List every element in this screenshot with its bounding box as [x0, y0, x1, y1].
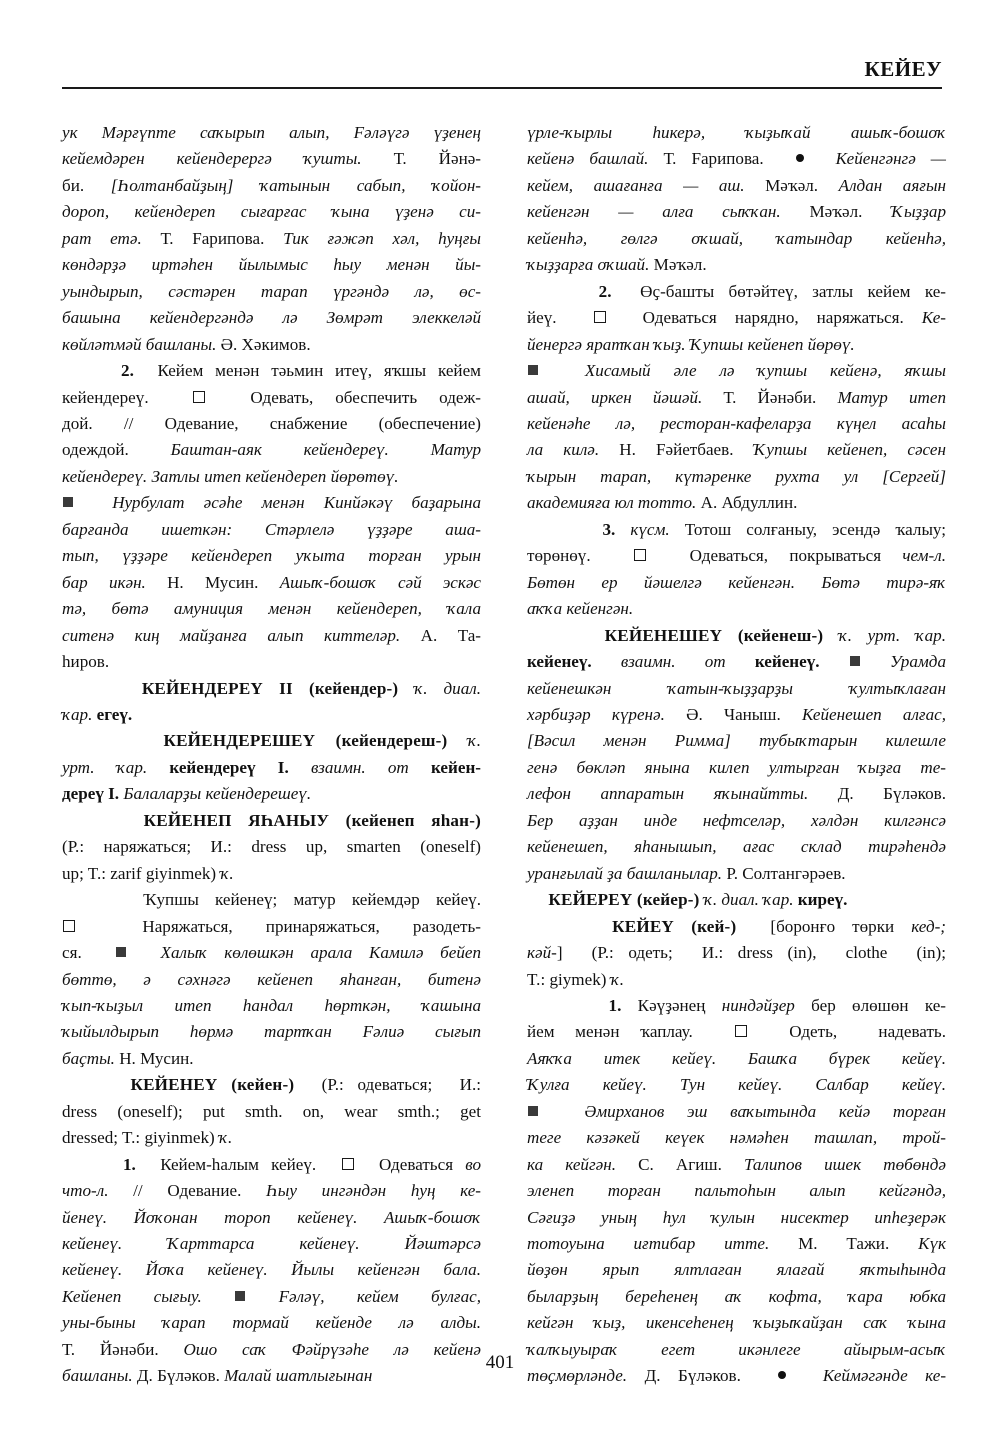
example-text: взаимн. от [310, 757, 431, 777]
example-text: йенергә яратҡан ҡыҙ. Ҡупшы кейенеп йөрөү. [527, 334, 855, 354]
text-line [527, 517, 946, 543]
example-text: уындырып, сәстәрен тарап үргәндә лә, өс- [62, 281, 481, 301]
text-line [62, 570, 481, 596]
example-text: лефон аппаратын яҡынайтты. [527, 784, 838, 804]
example-text: барғанда ишеткән: Стәрлелә үҙҙәре аша- [62, 519, 481, 539]
body-text: ся. [62, 943, 116, 963]
quote-marker-icon [63, 497, 73, 507]
text-line [62, 596, 481, 622]
example-text: башына кейендергәндә лә Зөмрәт элеккеләй [62, 308, 481, 328]
example-text: академияға юл тотто. [527, 493, 701, 513]
text-line [527, 1178, 946, 1204]
example-text: дороп, кейендереп сығарғас ҡына үҙенә си- [62, 202, 481, 222]
body-text: Д. Бүләков. [837, 784, 946, 804]
text-line [62, 226, 481, 252]
example-text: кейенешкән ҡатын-ҡыҙҙарҙы ҡултыҡлаған [527, 678, 946, 698]
example-text: кейенә башлай. [527, 149, 664, 169]
body-text: // Одевание. [133, 1181, 267, 1201]
text-line [62, 861, 481, 887]
text-line [527, 967, 946, 993]
running-head [62, 56, 942, 100]
example-text: уны-быны ҡарап тормай кейенде лә алды. [62, 1313, 481, 1333]
body-text: (Р.: одеваться; И.: [294, 1075, 481, 1095]
headword: КЕЙЕНЕҮ (кейен-) [130, 1075, 295, 1095]
example-text: Һыу ингәндән һуң ке- [266, 1181, 481, 1201]
body-text: Одеваться [354, 1154, 466, 1174]
text-line [527, 1284, 946, 1310]
text-line [527, 887, 946, 913]
example-text: Бер аҙҙан инде нефтселәр, хәлдән килгәнсә [527, 810, 946, 830]
text-line [527, 120, 946, 146]
example-text: Нурбулат әсәһе менән Кинйәкәү баҙарына [74, 493, 481, 513]
body-text [527, 890, 548, 909]
text-line [62, 120, 481, 146]
example-text: ҡ. урт. ҡар. [823, 625, 946, 645]
body-text: төрөнөү. [527, 546, 634, 566]
translation-marker-icon [193, 391, 205, 403]
text-line [62, 437, 481, 463]
text-line [62, 1046, 481, 1072]
translation-marker-icon [634, 549, 646, 561]
body-text: би. [62, 175, 111, 195]
body-text [527, 917, 612, 936]
example-text: Балаларҙы кейендерешеү. [123, 784, 312, 804]
body-text: T.: giymek) [527, 969, 611, 989]
body-text: ] (Р.: одеть; И.: dress (in), clothe (in); [556, 943, 946, 963]
body-text: Одевать, обеспечить одеж- [206, 387, 481, 407]
example-text: хәрбиҙәр күренә. [527, 704, 687, 724]
text-line [527, 1072, 946, 1098]
text-line [62, 887, 481, 913]
text-line [62, 1310, 481, 1336]
example-text: Матур итеп [837, 387, 946, 407]
example-text: кейенеү. Ҡарттарса кейенеү. Йәштәрсә [62, 1234, 481, 1254]
text-line [527, 914, 946, 940]
text-line [62, 543, 481, 569]
body-text: Т. Йәнә- [393, 149, 481, 169]
example-text: төҫмөрләнде. [527, 1366, 645, 1386]
text-line [62, 914, 481, 940]
example-text: ка кейгән. [527, 1154, 639, 1174]
left-column [62, 120, 481, 1390]
text-line [527, 676, 946, 702]
quote-marker-icon [235, 1291, 245, 1301]
example-text: Кейенешеп алғас, [801, 704, 946, 724]
text-line [62, 411, 481, 437]
example-text: теге кәзәкей кеүек нәмәһен ташлап, трой- [527, 1128, 946, 1148]
bold-reference: кейендереү I. [169, 757, 311, 777]
body-text: Өҫ-башты бөтәйтеү, затлы кейем ке- [611, 281, 946, 301]
example-text: көйләтмәй башланы. [62, 334, 221, 354]
example-text: [Вәсил менән Римма] тубыҡтарын килешле [527, 731, 946, 751]
body-text: Т. Fарипова. [160, 228, 284, 248]
text-line [527, 1310, 946, 1336]
bold-reference: егеү. [96, 704, 133, 724]
example-text: кейенешеп, яһанышып, ағас склад тирәһендә [527, 837, 946, 857]
example-text: урт. ҡар. [62, 757, 170, 777]
example-text: ҡ. диал. [398, 678, 481, 698]
body-text: одеждой. [62, 440, 171, 460]
headword: КЕЙЕНДЕРЕШЕҮ (кейендереш-) [163, 731, 448, 751]
body-text: Ә. Хәкимов. [220, 334, 311, 354]
proverb-marker-icon [796, 154, 804, 162]
body-text [527, 282, 599, 301]
example-text: Ҡыҙҙар [891, 202, 946, 222]
example-text: тә, бөтә амуниция менән кейендереп, ҡала [62, 599, 481, 619]
text-line [62, 940, 481, 966]
example-text: ла килә. [527, 440, 620, 460]
example-text: кейенһә, гөлгә оҡшай, ҡатындар кейенһә, [527, 228, 946, 248]
example-text: чем-л. [902, 546, 946, 566]
body-text [62, 361, 121, 380]
example-text: ҡыҙҙарға оҡшай. [527, 255, 654, 275]
text-columns [62, 120, 946, 1390]
text-line [527, 861, 946, 887]
text-line [62, 464, 481, 490]
example-text: уранғылай ҙа башланылар. [527, 863, 727, 883]
text-line [62, 1257, 481, 1283]
body-text: Ҡупшы кейенеү; матур кейемдәр кейеү. [62, 890, 481, 910]
text-line [62, 1178, 481, 1204]
text-line [62, 358, 481, 384]
text-line [62, 1072, 481, 1098]
text-line [527, 1019, 946, 1045]
body-text: Т. Йәнәби. [723, 387, 838, 407]
text-line [62, 755, 481, 781]
example-text: Fәләү, кейем булғас, [246, 1286, 482, 1306]
body-text: Наряжаться, принаряжаться, разодеть- [76, 916, 481, 936]
translation-marker-icon [594, 311, 606, 323]
text-line [62, 305, 481, 331]
text-line [62, 1125, 481, 1151]
example-text: кәй- [527, 943, 557, 963]
example-text: что-л. [62, 1181, 134, 1201]
example-text: тотоуына иғтибар итте. [527, 1234, 799, 1254]
example-text: генә бөкләп янына килеп ултырған ҡыҙға те- [527, 757, 946, 777]
example-text: ҡ. [447, 731, 481, 751]
body-text: Мәҡәл. [653, 255, 707, 275]
example-text: ҡып-ҡыҙыл итеп һандал һөрткән, ҡашына [62, 995, 481, 1015]
example-text: йенеү. Йоҡонан тороп кейенеү. Ашыҡ-бошоҡ [62, 1207, 481, 1227]
example-text: кейем, ашағанға — аш. [527, 175, 766, 195]
example-text: кейенеү. Йоҡа кейенеү. Йылы кейенгән бала. [62, 1260, 481, 1280]
example-text: ҡалҡыуыраҡ егет икәнлеге айырым-асыҡ [527, 1339, 946, 1359]
text-line [527, 702, 946, 728]
text-line [527, 1257, 946, 1283]
text-line [62, 490, 481, 516]
example-text: ҡырын тарап, күтәренке рухта ул [Сергей] [527, 466, 946, 486]
page-number: 401 [485, 1352, 515, 1373]
headword: КЕЙЕНДЕРЕҮ II (кейендер-) [141, 678, 399, 698]
text-line [62, 1019, 481, 1045]
text-line [62, 332, 481, 358]
body-text: Ә. Чаныш. [686, 704, 802, 724]
text-line [527, 623, 946, 649]
example-text: кейенәһе лә, ресторан-кафеларҙа күңел асаһы [527, 413, 946, 433]
text-line [527, 1231, 946, 1257]
text-line [527, 490, 946, 516]
example-text: Күк [918, 1234, 946, 1254]
example-text: рат етә. [62, 228, 161, 248]
example-text: Хисамый әле лә ҡупшы кейенә, яҡшы [539, 361, 946, 381]
body-text: dressed; T.: giyinmek) [62, 1128, 219, 1148]
text-line [62, 199, 481, 225]
bold-reference: кейенеү. [527, 652, 621, 672]
text-line [527, 1152, 946, 1178]
text-line [527, 358, 946, 384]
body-text: кейендереү. [62, 387, 193, 407]
body-text: Н. Мусин. [119, 1048, 194, 1068]
text-line [62, 728, 481, 754]
headword: КЕЙЕҮ (кей-) [612, 916, 737, 936]
text-line [62, 517, 481, 543]
text-line [62, 834, 481, 860]
text-line [527, 834, 946, 860]
text-line [527, 755, 946, 781]
example-text: Баштан-аяк кейендереү. Матур [170, 440, 481, 460]
example-text: Талипов ишек төбөндә [744, 1154, 946, 1174]
translation-marker-icon [63, 920, 75, 932]
text-line [527, 1125, 946, 1151]
text-line [527, 649, 946, 675]
body-text: дой. // Одевание, снабжение (обеспечение) [62, 413, 481, 433]
quote-marker-icon [850, 656, 860, 666]
body-text: Мәҡәл. [765, 175, 839, 195]
example-text: ниндәйҙер [721, 995, 795, 1015]
text-line [527, 728, 946, 754]
text-line [62, 146, 481, 172]
example-text: ҡыйылдырып һөрмә тартҡан Fәлиә сығып [62, 1022, 481, 1042]
text-line [527, 385, 946, 411]
body-text: М. Тажи. [798, 1234, 919, 1254]
bold-reference: кейенеү. [754, 652, 849, 672]
example-text: Урамда [860, 652, 947, 672]
example-text: быларҙың береһенең аҡ кофта, ҡара юбка [527, 1286, 946, 1306]
example-text: Ҡулға кейеү. Тун кейеү. Салбар кейеү. [527, 1075, 946, 1095]
bold-reference: дереү I. [62, 784, 124, 804]
text-line [527, 146, 946, 172]
header-rule [62, 87, 942, 89]
text-line [62, 173, 481, 199]
body-text: А. Абдуллин. [700, 493, 798, 513]
text-line [527, 781, 946, 807]
example-text: ук Мәрғүпте саҡырып алып, Fәләүгә үҙенең [62, 123, 481, 142]
body-text: Т. Fарипова. [663, 149, 794, 169]
body-text: С. Агиш. [638, 1154, 744, 1174]
text-line [62, 1284, 481, 1310]
example-text: Малай шатлығынан [224, 1366, 373, 1386]
bold-reference: киреү. [797, 890, 848, 910]
bold-reference: 3. [602, 519, 616, 539]
example-text: көндәрҙә иртәһен йылымыс һыу менән йы- [62, 255, 481, 275]
text-line [527, 199, 946, 225]
text-line [527, 1205, 946, 1231]
example-text: Аяҡҡа итек кейеү. Башҡа бүрек кейеү. [527, 1048, 946, 1068]
example-text: кейендереү. Затлы итеп кейендереп йөрөтөү. [62, 466, 399, 486]
example-text: Кейенгәнгә — [805, 149, 947, 169]
example-text: во [465, 1154, 481, 1174]
example-text: башланы. [62, 1366, 137, 1386]
text-line [62, 702, 481, 728]
example-text: Ҡупшы кейенеп, сәсен [753, 440, 946, 460]
body-text: (Р.: наряжаться; И.: dress up, smarten (oneself) [62, 837, 481, 857]
headword: КЕЙЕНЕШЕҮ (кейенеш-) [604, 625, 824, 645]
example-text: кейенгән — алға сыҡҡан. [527, 202, 810, 222]
text-line [62, 623, 481, 649]
example-text: баҫты. [62, 1048, 120, 1068]
body-text: Одеваться, покрываться [647, 546, 903, 566]
example-text: ҡар. [62, 704, 97, 724]
body-text: Р. Солтангәрәев. [726, 863, 846, 883]
example-text: бөттө, ә сәхнәгә кейенеп яһанған, битенә [62, 969, 481, 989]
example-text: үрле-ҡырлы һикерә, ҡыҙыҡай ашыҡ-бошоҡ [527, 123, 946, 142]
body-text: dress (oneself); put smth. on, wear smth.; get [62, 1101, 481, 1121]
text-line [527, 252, 946, 278]
body-text: Д. Бүләков. [644, 1366, 776, 1386]
quote-marker-icon [116, 947, 126, 957]
example-text: Халыҡ көлөшкән арала Камилә бейеп [127, 943, 481, 963]
quote-marker-icon [528, 1106, 538, 1116]
right-column [527, 120, 946, 1390]
text-line [62, 808, 481, 834]
body-text [62, 811, 144, 830]
example-text: бар икән. [62, 572, 168, 592]
text-line [62, 1231, 481, 1257]
text-line [527, 226, 946, 252]
body-text: йем менән ҡаплау. [527, 1022, 734, 1042]
body-text: бер өлөшөн ке- [794, 995, 946, 1015]
body-text [62, 1075, 130, 1094]
body-text: Н. Fәйетбаев. [619, 440, 754, 460]
body-text: йеү. [527, 308, 593, 328]
body-text: Кәүҙәнең [621, 995, 722, 1015]
example-text: эленеп торған пальтоһын алып кейгәндә, [527, 1181, 946, 1201]
example-text: Әмирханов эш ваҡытында кейә торған [539, 1101, 946, 1121]
example-text: Кеймәгәнде ке- [787, 1366, 947, 1386]
text-line [62, 993, 481, 1019]
body-text: Кейем менән тәьмин итеү, яҡшы кейем [133, 361, 481, 381]
text-line [527, 173, 946, 199]
example-text: йөҙөн ярып ялтлаған ялағай яҡтыһында [527, 1260, 946, 1280]
body-text [527, 520, 602, 539]
example-text: аҡҡа кейенгән. [527, 599, 634, 619]
body-text: Д. Бүләков. [136, 1366, 225, 1386]
text-line [527, 1046, 946, 1072]
example-text: ситенә киң майҙанға алып киттеләр. [62, 625, 421, 645]
example-text: тып, үҙҙәре кейендереп уҡыта торған урын [62, 546, 481, 566]
example-text: Алдан аяғын [838, 175, 947, 195]
body-text: Тотош солғаныу, эсендә ҡалыу; [669, 519, 946, 539]
text-line [62, 385, 481, 411]
bold-reference: кейен- [431, 757, 481, 777]
body-text: Т. Йәнәби. [62, 1339, 184, 1359]
body-text: Кейем-һалым кейеү. [135, 1154, 341, 1174]
example-text: ҡ. [220, 863, 234, 883]
text-line [527, 993, 946, 1019]
body-text: up; T.: zarif giyinmek) [62, 863, 221, 883]
body-text: һиров. [62, 652, 110, 672]
running-head-title: КЕЙЕУ [864, 57, 942, 81]
example-text: взаимн. от [620, 652, 755, 672]
example-text: Ошо саҡ Фәйрүзәһе лә кейенә [183, 1339, 481, 1359]
example-text: кейгән ҡыҙ, икенсеһенең ҡыҙыҡайҙан саҡ ҡына [527, 1313, 946, 1333]
quote-marker-icon [528, 365, 538, 375]
example-text: кед-; [911, 916, 946, 936]
body-text: Одеть, надевать. [748, 1022, 946, 1042]
body-text [62, 679, 142, 698]
body-text: Н. Мусин. [167, 572, 280, 592]
example-text: кейемдәрен кейендерергә ҡушты. [62, 149, 394, 169]
example-text: Кейенеп сығыу. [62, 1286, 235, 1306]
body-text [62, 731, 163, 750]
headword: КЕЙЕНЕП ЯҺАНЫУ (кейенеп яһан-) [143, 810, 481, 830]
text-line [62, 279, 481, 305]
text-line [62, 967, 481, 993]
example-text: [Һолтанбайҙың] ҡатынын сабып, ҡойон- [110, 175, 481, 195]
example-text: Тик ғәжәп хәл, һуңғы [283, 228, 481, 248]
text-line [527, 305, 946, 331]
example-text: Сәғиҙә уның һул ҡулын нисектер ипһеҙерәк [527, 1207, 946, 1227]
body-text: Мәҡәл. [809, 202, 892, 222]
text-line [62, 1099, 481, 1125]
text-line [62, 252, 481, 278]
translation-marker-icon [342, 1158, 354, 1170]
text-line [527, 808, 946, 834]
body-text: [боронғо төрки [736, 916, 912, 936]
example-text: күсм. [630, 519, 670, 539]
body-text: Одеваться нарядно, наряжаться. [606, 308, 922, 328]
example-text: Бөтөн ер йәшелгә кейенгән. Бөтә тирә-яҡ [527, 572, 946, 592]
bold-reference: 2. [598, 281, 612, 301]
text-line [527, 543, 946, 569]
text-line [527, 279, 946, 305]
text-line [527, 332, 946, 358]
text-line [62, 1152, 481, 1178]
body-text: А. Та- [420, 625, 481, 645]
text-line [527, 940, 946, 966]
text-line [62, 781, 481, 807]
text-line [527, 437, 946, 463]
text-line [527, 596, 946, 622]
bold-reference: 2. [121, 361, 134, 381]
example-text: ҡ. [218, 1128, 233, 1148]
example-text: ҡ. диал. ҡар. [699, 890, 798, 910]
example-text: ҡ. [610, 969, 625, 989]
bold-reference: 1. [123, 1154, 136, 1174]
example-text: Ашыҡ-бошоҡ сәй эскәс [279, 572, 481, 592]
translation-marker-icon [735, 1025, 747, 1037]
body-text [62, 1155, 123, 1174]
text-line [62, 649, 481, 675]
text-line [527, 464, 946, 490]
body-text [615, 520, 630, 539]
text-line [527, 1099, 946, 1125]
text-line [62, 1205, 481, 1231]
text-line [527, 411, 946, 437]
bold-reference: 1. [608, 995, 622, 1015]
body-text [527, 996, 609, 1015]
headword: КЕЙЕРЕҮ (кейер-) [548, 890, 700, 910]
text-line [527, 570, 946, 596]
example-text: Ке- [921, 308, 947, 328]
text-line [62, 676, 481, 702]
body-text [527, 626, 605, 645]
example-text: ашай, иркен йәшәй. [527, 387, 724, 407]
